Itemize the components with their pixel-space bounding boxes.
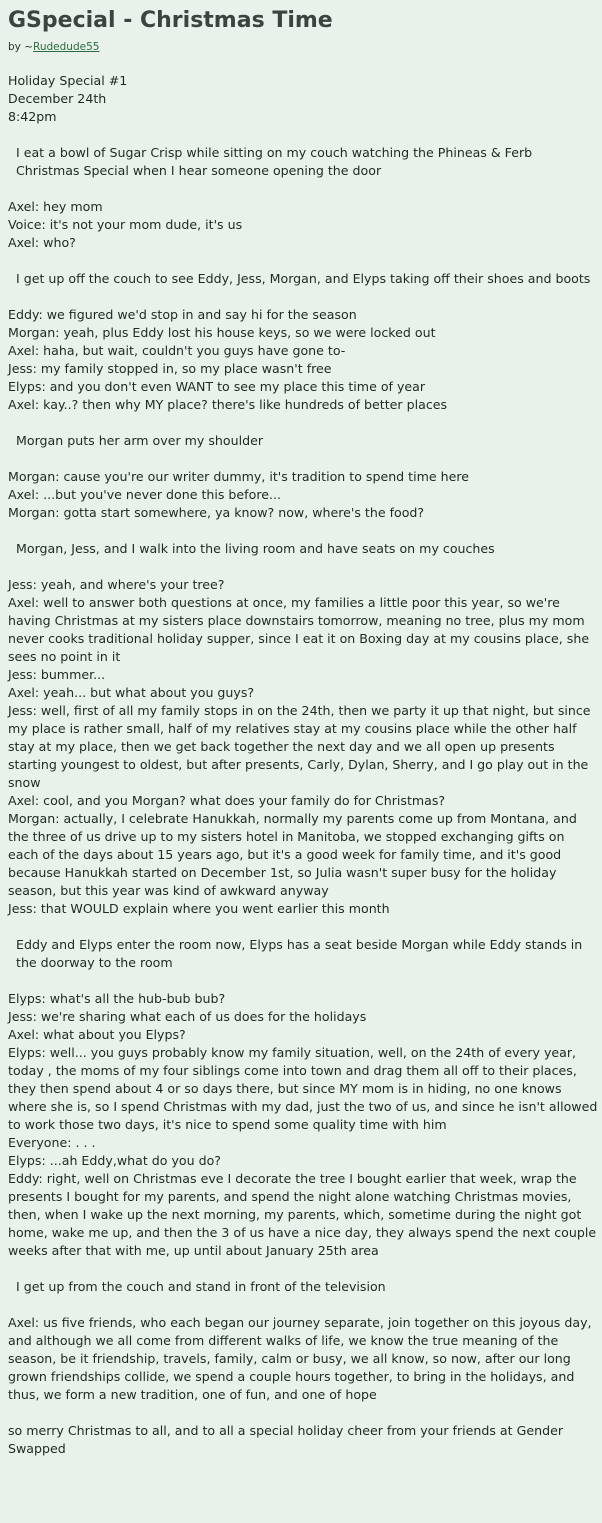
- paragraph-gap: [8, 918, 598, 936]
- narration-line: Morgan, Jess, and I walk into the living room and have seats on my couches: [16, 541, 495, 556]
- dialogue-line: Axel: cool, and you Morgan? what does your family do for Christmas?: [8, 793, 446, 808]
- dialogue-paragraph: [8, 306, 598, 414]
- paragraph-gap: [8, 972, 598, 990]
- narration-paragraph: [8, 540, 598, 558]
- narration-paragraph: [8, 432, 598, 450]
- dialogue-line: Axel: well to answer both questions at once, my families a little poor this year, so we're having Christmas at my sisters place downstairs tomorrow, meaning no tree, plus my mom never cooks traditional holiday supper, since I eat it on Boxing day at my cousins place, she sees no point in it: [8, 595, 590, 664]
- dialogue-line: Jess: yeah, and where's your tree?: [8, 577, 225, 592]
- header-line: December 24th: [8, 91, 107, 106]
- dialogue-line: Jess: my family stopped in, so my place wasn't free: [8, 361, 332, 376]
- paragraph-gap: [8, 180, 598, 198]
- dialogue-line: Jess: well, first of all my family stops in on the 24th, then we party it up that night, but since my place is rather small, half of my relatives stay at my cousins place while the other half stay at my place, then we get back together the next day and we all open up presents starting youngest to oldest, but after presents, Carly, Dylan, Sherry, and I go play out in the snow: [8, 703, 591, 790]
- dialogue-line: Jess: bummer...: [8, 667, 106, 682]
- story-header-paragraph: [8, 72, 598, 126]
- dialogue-line: Axel: haha, but wait, couldn't you guys have gone to-: [8, 343, 346, 358]
- dialogue-line: Elyps: what's all the hub-bub bub?: [8, 991, 226, 1006]
- dialogue-line: Morgan: gotta start somewhere, ya know? now, where's the food?: [8, 505, 425, 520]
- dialogue-line: Axel: hey mom: [8, 199, 103, 214]
- story-title: GSpecial - Christmas Time: [8, 8, 333, 33]
- dialogue-line: so merry Christmas to all, and to all a special holiday cheer from your friends at Gender Swapped: [8, 1423, 564, 1456]
- dialogue-paragraph: [8, 198, 598, 252]
- paragraph-gap: [8, 1296, 598, 1314]
- dialogue-line: Axel: what about you Elyps?: [8, 1027, 186, 1042]
- paragraph-gap: [8, 558, 598, 576]
- dialogue-line: Jess: we're sharing what each of us does for the holidays: [8, 1009, 367, 1024]
- byline: [8, 40, 598, 54]
- header-line: 8:42pm: [8, 109, 57, 124]
- paragraph-gap: [8, 288, 598, 306]
- paragraph-gap: [8, 252, 598, 270]
- paragraph-gap: [8, 126, 598, 144]
- dialogue-line: Elyps: ...ah Eddy,what do you do?: [8, 1153, 221, 1168]
- paragraph-gap: [8, 450, 598, 468]
- paragraph-gap: [8, 414, 598, 432]
- dialogue-paragraph: [8, 1314, 598, 1404]
- dialogue-line: Axel: ...but you've never done this before...: [8, 487, 281, 502]
- dialogue-paragraph: [8, 1422, 598, 1458]
- author-link[interactable]: Rudedude55: [33, 41, 100, 53]
- dialogue-line: Morgan: yeah, plus Eddy lost his house keys, so we were locked out: [8, 325, 436, 340]
- dialogue-line: Morgan: actually, I celebrate Hanukkah, normally my parents come up from Montana, and the three of us drive up to my sisters hotel in Manitoba, we stopped exchanging gifts on each of the days about 15 years ago, but it's a good week for family time, and it's good because Hanukkah started on December 1st, so Julia wasn't super busy for the holiday season, but this year was kind of awkward anyway: [8, 811, 577, 898]
- paragraph-gap: [8, 1260, 598, 1278]
- paragraph-gap: [8, 1404, 598, 1422]
- narration-line: I get up off the couch to see Eddy, Jess, Morgan, and Elyps taking off their shoes and boots: [16, 271, 591, 286]
- narration-paragraph: [8, 936, 598, 972]
- narration-line: Morgan puts her arm over my shoulder: [16, 433, 264, 448]
- dialogue-line: Jess: that WOULD explain where you went earlier this month: [8, 901, 390, 916]
- narration-line: Eddy and Elyps enter the room now, Elyps has a seat beside Morgan while Eddy stands in the doorway to the room: [16, 937, 583, 970]
- dialogue-paragraph: [8, 468, 598, 522]
- paragraph-gap: [8, 522, 598, 540]
- dialogue-line: Elyps: well... you guys probably know my family situation, well, on the 24th of every year, today , the moms of my four siblings come into town and drag them all off to their places, they then spend about 4 or so days there, but since MY mom is in hiding, no one knows where she is, so I spend Christmas with my dad, just the two of us, and since he isn't allowed to work those two days, it's nice to spend some quality time with him: [8, 1045, 598, 1132]
- dialogue-paragraph: [8, 990, 598, 1260]
- narration-paragraph: [8, 144, 598, 180]
- header-line: Holiday Special #1: [8, 73, 128, 88]
- narration-paragraph: [8, 270, 598, 288]
- byline-prefix: by ~: [8, 41, 34, 53]
- dialogue-line: Elyps: and you don't even WANT to see my place this time of year: [8, 379, 426, 394]
- dialogue-line: Everyone: . . .: [8, 1135, 96, 1150]
- dialogue-line: Voice: it's not your mom dude, it's us: [8, 217, 243, 232]
- narration-line: I eat a bowl of Sugar Crisp while sitting on my couch watching the Phineas & Ferb Christmas Special when I hear someone opening the door: [16, 145, 533, 178]
- narration-line: I get up from the couch and stand in front of the television: [16, 1279, 386, 1294]
- narration-paragraph: [8, 1278, 598, 1296]
- dialogue-line: Eddy: we figured we'd stop in and say hi for the season: [8, 307, 357, 322]
- story-body: [8, 72, 598, 1458]
- dialogue-line: Axel: yeah... but what about you guys?: [8, 685, 255, 700]
- dialogue-line: Axel: us five friends, who each began our journey separate, join together on this joyous day, and although we all come from different walks of life, we know the true meaning of the season, be it friendship, travels, family, calm or busy, we all know, so now, after our long grown friendships collide, we spend a couple hours together, to bring in the holidays, and thus, we form a new tradition, one of fun, and one of hope: [8, 1315, 592, 1402]
- dialogue-line: Axel: who?: [8, 235, 76, 250]
- dialogue-line: Morgan: cause you're our writer dummy, it's tradition to spend time here: [8, 469, 470, 484]
- dialogue-line: Axel: kay..? then why MY place? there's like hundreds of better places: [8, 397, 448, 412]
- dialogue-line: Eddy: right, well on Christmas eve I decorate the tree I bought earlier that week, wrap the presents I bought for my parents, and spend the night alone watching Christmas movies, then, when I wake up the next morning, my parents, which, sometime during the night got home, wake me up, and then the 3 of us have a nice day, they always spend the next couple weeks after that with me, up until about January 25th area: [8, 1171, 597, 1258]
- dialogue-paragraph: [8, 576, 598, 918]
